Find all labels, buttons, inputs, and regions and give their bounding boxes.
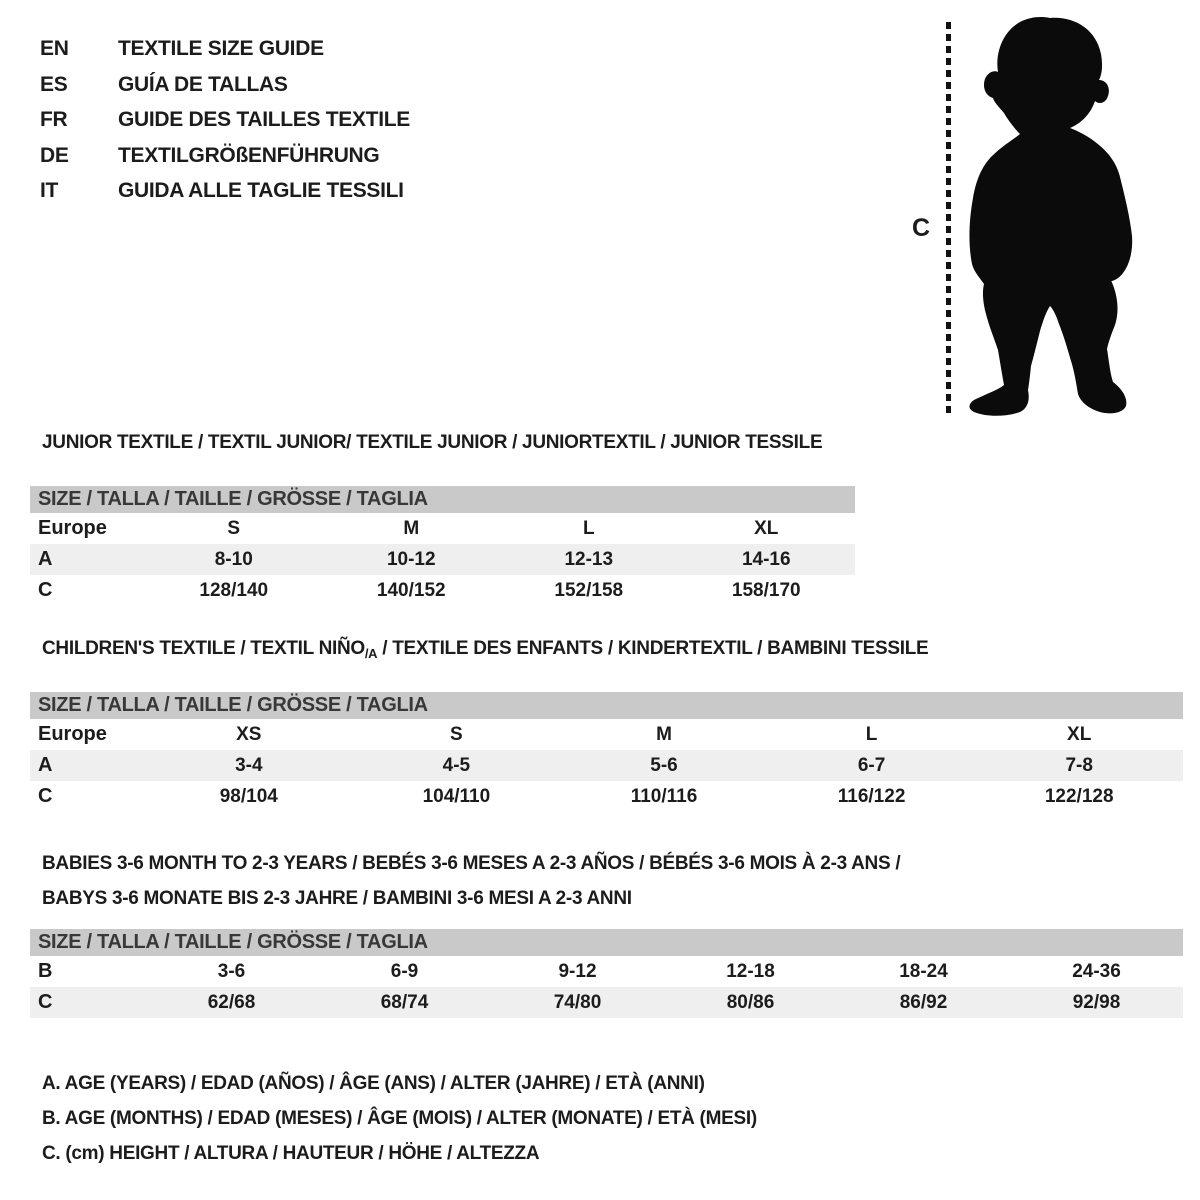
age-cell: 10-12 [386,548,436,570]
age-cell: 8-10 [214,548,253,570]
babies-title-line2: BABYS 3-6 MONATE BIS 2-3 JAHRE / BAMBINI 3-6 MESI A 2-3 ANNI [42,888,632,909]
size-header-label: SIZE / TALLA / TAILLE / GRÖSSE / TAGLIA [38,931,428,953]
language-title-list [40,31,410,209]
height-cell: 80/86 [726,991,775,1013]
age-cell: 3-4 [235,754,263,776]
size-cell: M [656,723,672,745]
size-cell: M [403,517,420,539]
legend-line-b: B. AGE (MONTHS) / EDAD (MESES) / ÂGE (MOIS) / ALTER (MONATE) / ETÀ (MESI) [42,1108,757,1129]
children-title-pre: CHILDREN'S TEXTILE / TEXTIL NIÑO [42,638,365,659]
height-cell: 68/74 [380,991,429,1013]
height-cell: 110/116 [630,785,698,807]
row-label: Europe [38,517,107,539]
legend-line-a: A. AGE (YEARS) / EDAD (AÑOS) / ÂGE (ANS) / ALTER (JAHRE) / ETÀ (ANNI) [42,1073,705,1094]
row-label: A [38,548,53,570]
junior-size-table [30,486,855,606]
height-cell: 116/122 [837,785,906,807]
junior-row-age [30,544,855,575]
babies-size-table [30,929,1183,1018]
height-measure-label: C [912,214,931,242]
babies-grid [30,956,1183,1018]
height-cell: 122/128 [1044,785,1114,807]
toddler-silhouette-icon [962,16,1146,420]
height-cell: 86/92 [899,991,948,1013]
babies-title-line1: BABIES 3-6 MONTH TO 2-3 YEARS / BEBÉS 3-6 MESES A 2-3 AÑOS / BÉBÉS 3-6 MOIS À 2-3 ANS / [42,853,901,874]
legend-line-c: C. (cm) HEIGHT / ALTURA / HAUTEUR / HÖHE / ALTEZZA [42,1143,540,1164]
height-cell: 152/158 [554,579,624,601]
children-row-height [30,781,1183,812]
height-cell: 158/170 [731,579,801,601]
babies-section-title [42,846,900,916]
size-header-label: SIZE / TALLA / TAILLE / GRÖSSE / TAGLIA [38,488,428,510]
size-cell: S [450,723,463,745]
children-title-post: / TEXTILE DES ENFANTS / KINDERTEXTIL / BAMBINI TESSILE [377,638,929,659]
row-label: C [38,579,53,601]
lang-title: TEXTILE SIZE GUIDE [118,37,324,60]
lang-code: EN [40,37,69,60]
age-cell: 6-9 [390,960,419,982]
junior-size-header-bar [30,486,855,513]
age-cell: 9-12 [558,960,597,982]
children-row-age [30,750,1183,781]
age-cell: 4-5 [442,754,471,776]
lang-row-en [40,31,410,67]
age-cell: 12-18 [726,960,775,982]
junior-row-europe [30,513,855,544]
lang-title: GUÍA DE TALLAS [118,72,288,96]
age-cell: 18-24 [899,960,948,982]
lang-title: GUIDE DES TAILLES TEXTILE [118,108,410,131]
lang-row-fr [40,102,410,138]
age-cell: 5-6 [650,754,678,776]
lang-code: DE [40,143,69,167]
lang-row-de [40,138,410,174]
children-title-sub: /A [364,646,378,661]
age-cell: 6-7 [857,754,886,776]
junior-grid [30,513,855,606]
age-cell: 14-16 [741,548,791,570]
height-cell: 92/98 [1072,991,1121,1013]
babies-row-height [30,987,1183,1018]
row-label: C [38,785,53,807]
junior-section-title: JUNIOR TEXTILE / TEXTIL JUNIOR/ TEXTILE JUNIOR / JUNIORTEXTIL / JUNIOR TESSILE [42,432,823,453]
children-size-header-bar [30,692,1183,719]
size-cell: XL [754,517,779,539]
size-cell: XL [1067,723,1092,745]
lang-code: IT [40,179,59,202]
size-cell: L [865,723,878,745]
size-cell: XS [236,723,262,745]
height-cell: 104/110 [422,785,491,807]
height-cell: 74/80 [553,991,602,1013]
row-label: C [38,991,53,1013]
babies-size-header-bar [30,929,1183,956]
children-size-table [30,692,1183,812]
lang-title: GUIDA ALLE TAGLIE TESSILI [118,179,404,202]
height-cell: 62/68 [207,991,256,1013]
lang-code: ES [40,72,68,96]
lang-title: TEXTILGRÖßENFÜHRUNG [118,143,380,167]
lang-row-it [40,173,410,209]
age-cell: 24-36 [1072,960,1121,982]
age-cell: 3-6 [217,960,246,982]
measurement-legend [42,1066,757,1171]
size-header-label: SIZE / TALLA / TAILLE / GRÖSSE / TAGLIA [38,694,428,716]
babies-row-months [30,956,1183,987]
lang-code: FR [40,108,68,131]
age-cell: 12-13 [564,548,614,570]
height-cell: 128/140 [199,579,269,601]
age-cell: 7-8 [1065,754,1093,776]
row-label: B [38,960,53,982]
row-label: Europe [38,723,107,745]
height-measure-dashed-line [946,22,951,414]
height-cell: 98/104 [219,785,278,807]
children-section-title [42,638,928,661]
junior-row-height [30,575,855,606]
lang-row-es [40,67,410,103]
row-label: A [38,754,53,776]
height-cell: 140/152 [376,579,446,601]
children-row-europe [30,719,1183,750]
size-cell: L [582,517,595,539]
size-cell: S [227,517,241,539]
children-grid [30,719,1183,812]
